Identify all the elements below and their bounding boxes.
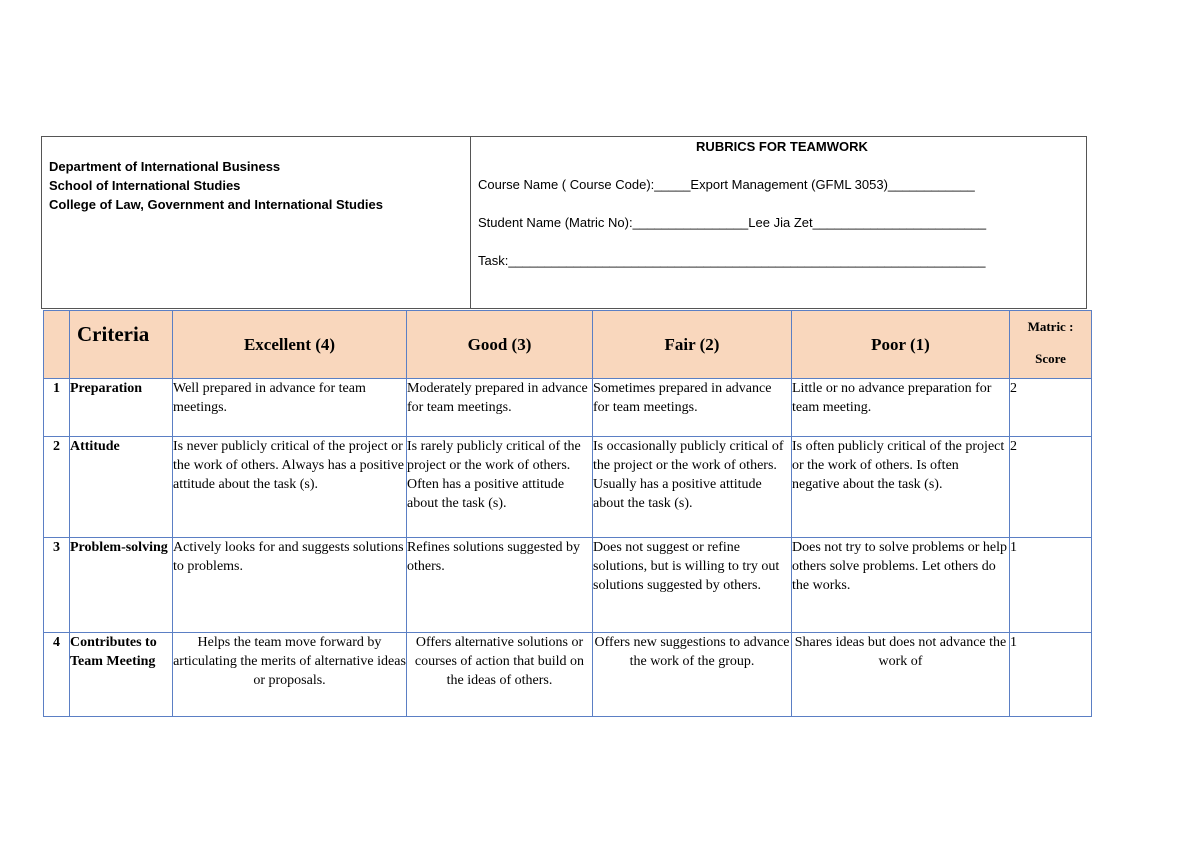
good-cell: Moderately prepared in advance for team meetings.: [407, 379, 593, 437]
criteria-cell: Contributes to Team Meeting: [70, 633, 173, 717]
score-cell: 1: [1010, 538, 1092, 633]
score-cell: 1: [1010, 633, 1092, 717]
criteria-cell: Problem-solving: [70, 538, 173, 633]
poor-cell: Little or no advance preparation for team meeting.: [792, 379, 1010, 437]
institution-block: [42, 137, 471, 308]
criteria-cell: Preparation: [70, 379, 173, 437]
table-row: [44, 538, 1092, 633]
table-header-row: [44, 311, 1092, 379]
document-header: [41, 136, 1087, 309]
fair-header: Fair (2): [593, 311, 792, 379]
row-number: 1: [44, 379, 70, 437]
excellent-header: Excellent (4): [173, 311, 407, 379]
poor-cell: Shares ideas but does not advance the work of: [792, 633, 1010, 717]
good-cell: Offers alternative solutions or courses of action that build on the ideas of others.: [407, 633, 593, 717]
fair-cell: Sometimes prepared in advance for team meetings.: [593, 379, 792, 437]
student-name-line: Student Name (Matric No):________________Lee Jia Zet________________________: [478, 215, 987, 230]
table-row: [44, 437, 1092, 538]
rubric-info-block: [471, 137, 1086, 308]
rubric-table: [43, 310, 1092, 717]
good-cell: Refines solutions suggested by others.: [407, 538, 593, 633]
criteria-header: Criteria: [70, 311, 173, 379]
poor-cell: Is often publicly critical of the project or the work of others. Is often negative about the task (s).: [792, 437, 1010, 538]
table-row: [44, 379, 1092, 437]
rubric-title: RUBRICS FOR TEAMWORK: [696, 139, 868, 154]
score-cell: 2: [1010, 379, 1092, 437]
poor-cell: Does not try to solve problems or help others solve problems. Let others do the works.: [792, 538, 1010, 633]
task-line: Task:__________________________________________________________________: [478, 253, 986, 268]
college-name: College of Law, Government and International Studies: [49, 197, 383, 212]
good-cell: Is rarely publicly critical of the project or the work of others. Often has a positive attitude about the task (s).: [407, 437, 593, 538]
row-number: 4: [44, 633, 70, 717]
excellent-cell: Is never publicly critical of the project or the work of others. Always has a positive attitude about the task (s).: [173, 437, 407, 538]
score-cell: 2: [1010, 437, 1092, 538]
number-header: [44, 311, 70, 379]
department-name: Department of International Business: [49, 159, 281, 174]
fair-cell: Is occasionally publicly critical of the project or the work of others. Usually has a positive attitude about the task (s).: [593, 437, 792, 538]
good-header: Good (3): [407, 311, 593, 379]
criteria-cell: Attitude: [70, 437, 173, 538]
excellent-cell: Helps the team move forward by articulating the merits of alternative ideas or proposals.: [173, 633, 407, 717]
school-name: School of International Studies: [49, 178, 241, 193]
score-header-matric: Matric :: [1027, 319, 1074, 334]
course-name-line: Course Name ( Course Code):_____Export Management (GFML 3053)____________: [478, 177, 975, 192]
excellent-cell: Well prepared in advance for team meetings.: [173, 379, 407, 437]
excellent-cell: Actively looks for and suggests solutions to problems.: [173, 538, 407, 633]
row-number: 2: [44, 437, 70, 538]
poor-header: Poor (1): [792, 311, 1010, 379]
fair-cell: Does not suggest or refine solutions, but is willing to try out solutions suggested by others.: [593, 538, 792, 633]
score-header: [1010, 311, 1092, 379]
score-header-score: Score: [1035, 351, 1066, 366]
table-row: [44, 633, 1092, 717]
fair-cell: Offers new suggestions to advance the work of the group.: [593, 633, 792, 717]
row-number: 3: [44, 538, 70, 633]
